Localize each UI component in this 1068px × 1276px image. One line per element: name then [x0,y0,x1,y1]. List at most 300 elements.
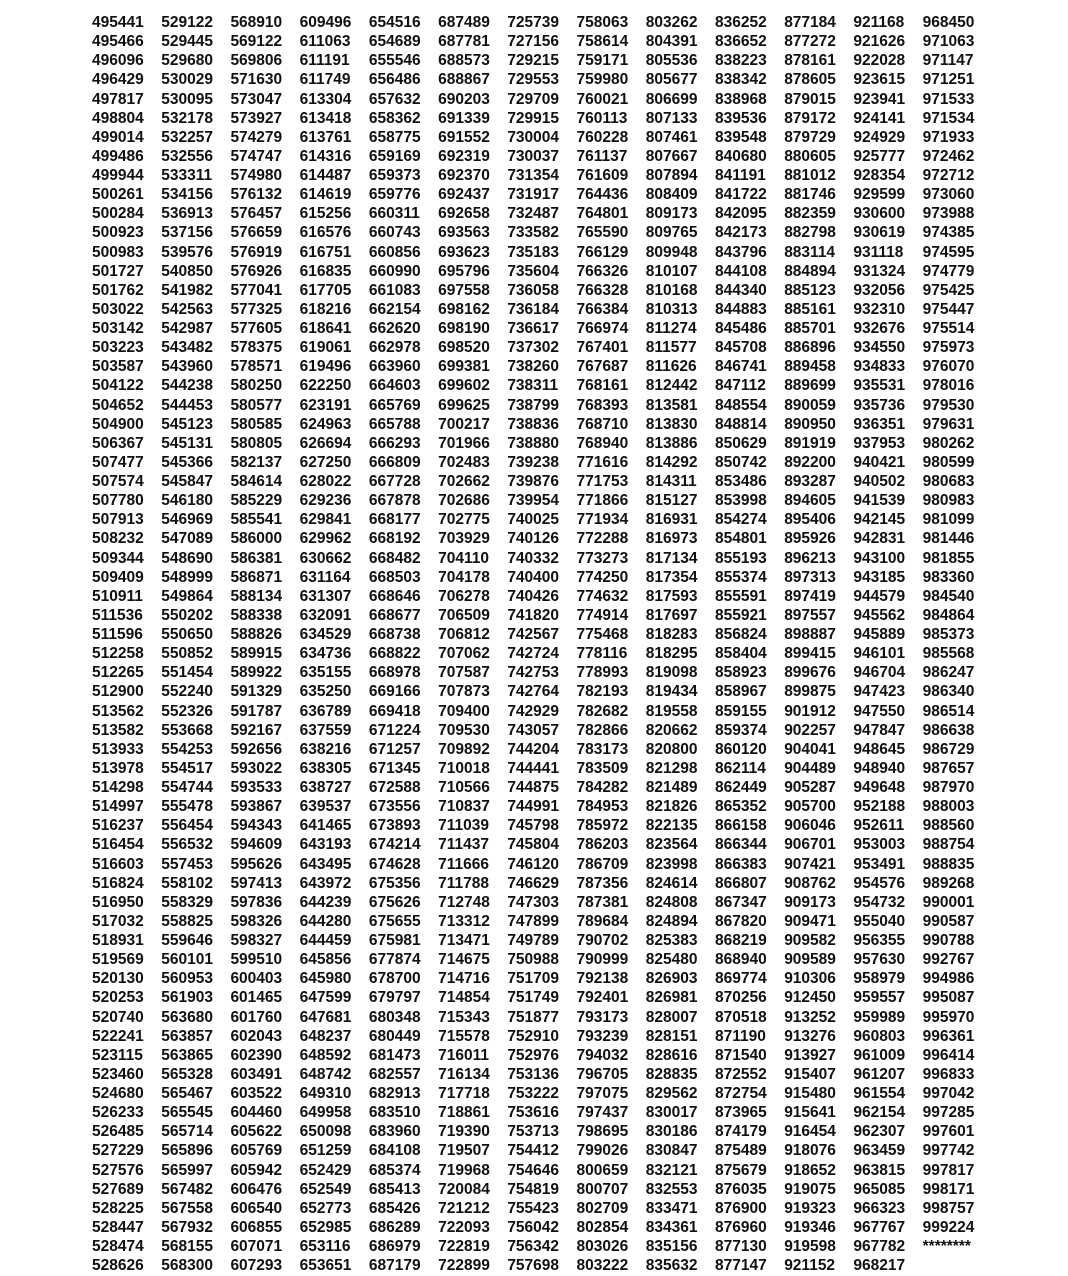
number-cell: 817134 [645,549,698,567]
number-cell: 835156 [645,1238,698,1255]
number-cell: 990001 [922,893,975,911]
number-cell: 740025 [507,511,560,529]
number-cell: 811274 [645,320,697,337]
number-cell: 606855 [230,1218,283,1236]
number-cell: 921168 [853,14,905,31]
number-cell: 736617 [507,320,560,337]
number-cell: 898887 [784,626,836,643]
number-cell: 825480 [645,951,698,969]
number-cell: 971534 [922,109,975,127]
number-cell: 936351 [853,415,906,433]
number-cell: 980683 [922,473,975,490]
number-cell: 669166 [368,683,421,701]
table-row [92,625,992,644]
number-cell: 940502 [853,473,906,490]
number-cell: 912450 [784,989,836,1007]
number-cell: 856824 [714,626,767,643]
number-cell: 543482 [161,339,213,357]
number-cell: 962154 [853,1104,906,1122]
table-row [92,319,992,338]
number-cell: 638305 [299,759,352,777]
number-cell: 844340 [714,281,767,299]
number-cell: 755423 [507,1199,560,1217]
number-cell: 737302 [507,339,560,357]
number-cell: 998757 [922,1199,975,1217]
number-cell: 499014 [92,128,144,146]
number-cell: 706509 [438,606,490,624]
number-cell: 698190 [438,320,490,337]
table-row [92,300,992,319]
number-cell: 544238 [161,377,213,395]
number-cell: 859155 [714,702,767,720]
number-cell: 909589 [784,951,836,969]
number-cell: 722899 [438,1257,490,1275]
number-cell: 913252 [784,1008,836,1026]
number-cell: 673893 [368,817,421,835]
number-cell: 862114 [714,759,766,777]
number-cell: 774914 [576,606,629,624]
number-cell: 904041 [784,740,836,758]
number-cell: 623191 [299,396,352,414]
table-row [92,950,992,969]
number-cell: 716011 [438,1046,489,1064]
number-cell: 593867 [230,798,283,816]
number-cell: 854274 [714,511,767,529]
number-cell: 565896 [161,1142,213,1160]
number-cell: 877272 [784,33,836,51]
number-cell: 889458 [784,358,836,376]
number-cell: 986514 [922,702,975,720]
number-cell: 558825 [161,912,213,930]
number-cell: 674214 [368,836,421,854]
number-cell: 823998 [645,855,698,873]
number-cell: 987657 [922,759,975,777]
number-cell: 738836 [507,415,560,433]
number-cell: 882359 [784,205,836,223]
number-cell: 671345 [368,759,421,777]
table-row [92,376,992,395]
number-cell: 713471 [438,932,490,949]
table-row [92,396,992,415]
number-cell: 881746 [784,186,836,204]
number-cell: 971251 [922,71,975,89]
number-cell: 556532 [161,836,213,854]
number-cell: 661083 [368,281,421,299]
number-cell: 516824 [92,874,144,892]
number-cell: 719968 [438,1161,490,1179]
number-cell: 536913 [161,205,213,223]
number-cell: 974595 [922,243,975,261]
number-cell: 836252 [714,14,767,31]
number-cell: 592656 [230,740,283,758]
number-cell: 654689 [368,33,421,51]
table-row [92,1237,992,1256]
number-cell: 516454 [92,836,144,854]
number-cell: 953491 [853,855,906,873]
number-cell: 761609 [576,167,629,184]
number-cell: 644459 [299,932,352,949]
number-cell: 828835 [645,1065,698,1083]
number-cell: 758063 [576,14,629,31]
number-cell: 882798 [784,224,836,242]
number-cell: 511596 [92,626,143,643]
number-cell: 711788 [438,874,489,892]
number-cell: 956355 [853,932,906,949]
number-cell: 565328 [161,1065,213,1083]
number-cell: 550650 [161,626,213,643]
number-cell: 735183 [507,243,560,261]
number-cell: 699625 [438,396,490,414]
number-cell: 542563 [161,300,213,318]
number-cell: 996414 [922,1046,975,1064]
number-cell: 997601 [922,1123,975,1141]
number-cell: 662978 [368,339,421,357]
number-cell: 751877 [507,1008,560,1026]
number-cell: 611191 [299,52,350,70]
number-cell: 733582 [507,224,560,242]
number-cell: 567932 [161,1218,213,1236]
table-row [92,1103,992,1122]
table-row [92,415,992,434]
number-cell: 988003 [922,798,975,816]
number-cell: 752910 [507,1027,560,1045]
number-cell: 520740 [92,1008,144,1026]
number-cell: 807894 [645,167,698,184]
number-cell: 545123 [161,415,213,433]
number-cell: 701966 [438,434,490,452]
number-cell: 998171 [922,1180,975,1198]
number-cell: 960803 [853,1027,906,1045]
number-cell: 668503 [368,568,421,586]
number-cell: 702483 [438,453,490,471]
number-cell: 603491 [230,1065,283,1083]
number-cell: 832553 [645,1180,698,1198]
number-cell: 824614 [645,874,698,892]
number-cell: 692658 [438,205,490,223]
number-cell: 985568 [922,645,975,663]
number-cell: 571630 [230,71,283,89]
number-cell: 918652 [784,1161,836,1179]
number-cell: 512258 [92,645,144,663]
number-cell: 841722 [714,186,767,204]
table-row [92,262,992,281]
number-cell: 652985 [299,1218,352,1236]
number-cell: 660311 [368,205,420,223]
number-cell: 879015 [784,90,836,108]
number-table-body [92,13,992,1275]
number-cell: 668978 [368,664,421,682]
number-cell: 921152 [784,1257,836,1275]
number-cell: 930600 [853,205,906,223]
number-cell: 782193 [576,683,629,701]
number-cell: 753222 [507,1085,560,1102]
number-cell: 675655 [368,912,421,930]
table-row [92,1141,992,1160]
number-cell: 855374 [714,568,767,586]
number-cell: 503142 [92,320,144,337]
number-cell: 626694 [299,434,352,452]
number-cell: 496096 [92,52,144,70]
number-cell: 830186 [645,1123,698,1141]
number-cell: 634736 [299,645,352,663]
number-cell: 824894 [645,912,698,930]
number-cell: 645856 [299,951,352,969]
number-cell: 890950 [784,415,836,433]
number-cell: 675626 [368,893,421,911]
number-cell: 818295 [645,645,698,663]
number-cell: 552240 [161,683,213,701]
number-cell: 520130 [92,970,144,988]
number-cell: 649958 [299,1104,352,1122]
table-row [92,740,992,759]
number-cell: 727156 [507,33,560,51]
number-cell: 975973 [922,339,975,357]
number-cell: 838342 [714,71,767,89]
number-cell: 520253 [92,989,144,1007]
number-cell: 790702 [576,932,629,949]
number-cell: 510911 [92,587,143,605]
table-row [92,453,992,472]
number-cell: 793173 [576,1008,629,1026]
number-cell: 774632 [576,587,629,605]
number-cell: 567558 [161,1199,213,1217]
table-row [92,434,992,453]
table-row [92,721,992,740]
number-cell: 513933 [92,740,144,758]
number-cell: 686979 [368,1238,421,1255]
table-row [92,204,992,223]
number-cell: 735604 [507,262,560,280]
number-cell: 698520 [438,339,490,357]
number-cell: 751709 [507,970,560,988]
number-cell: 905700 [784,798,836,816]
number-cell: 616576 [299,224,352,242]
number-cell: 925777 [853,147,906,165]
number-cell: 710837 [438,798,490,816]
number-cell: 966323 [853,1199,906,1217]
number-cell: 577325 [230,300,283,318]
number-cell: 913276 [784,1027,836,1045]
number-cell: 703929 [438,530,490,548]
number-cell: 631307 [299,587,352,605]
number-cell: 760228 [576,128,629,146]
number-cell: 923941 [853,90,906,108]
number-cell: 498804 [92,109,144,127]
number-cell: 732487 [507,205,560,223]
number-cell: 738799 [507,396,560,414]
number-cell: 866807 [714,874,767,892]
number-cell: 743057 [507,721,560,739]
number-cell: 692319 [438,147,490,165]
number-cell: 614316 [299,147,352,165]
number-cell: 556454 [161,817,213,835]
number-cell: 953003 [853,836,906,854]
number-cell: 807133 [645,109,698,127]
number-cell: 509409 [92,568,144,586]
number-cell: 943100 [853,549,906,567]
number-cell: 818283 [645,626,698,643]
number-cell: 943185 [853,568,906,586]
number-cell: 756042 [507,1218,560,1236]
number-cell: 715343 [438,1008,490,1026]
number-cell: 513582 [92,721,144,739]
number-cell: 840680 [714,147,767,165]
number-cell: 971533 [922,90,975,108]
number-cell: 601465 [230,989,283,1007]
number-cell: 586000 [230,530,283,548]
number-cell: 858967 [714,683,767,701]
number-cell: 990587 [922,912,975,930]
number-cell: 729553 [507,71,560,89]
number-cell: 545847 [161,473,213,490]
number-cell: 565997 [161,1161,213,1179]
number-cell: 631164 [299,568,351,586]
number-cell: 667728 [368,473,421,490]
number-cell: 805677 [645,71,698,89]
number-cell: 745804 [507,836,560,854]
number-cell: 738880 [507,434,560,452]
number-cell: 878605 [784,71,836,89]
number-cell: 860120 [714,740,767,758]
number-cell: 558329 [161,893,213,911]
number-cell: 924929 [853,128,906,146]
number-cell: 645980 [299,970,352,988]
number-cell: 813830 [645,415,698,433]
number-cell: 729915 [507,109,560,127]
number-cell: 799026 [576,1142,629,1160]
number-cell: 692370 [438,167,490,184]
number-cell: 512900 [92,683,144,701]
number-cell: 792138 [576,970,629,988]
number-cell: 981855 [922,549,975,567]
number-cell: 843796 [714,243,767,261]
number-cell: 897419 [784,587,836,605]
number-cell: 987970 [922,779,975,796]
number-cell: 517032 [92,912,144,930]
number-cell: 729215 [507,52,560,70]
number-cell: 754819 [507,1180,560,1198]
number-cell [923,1256,992,1275]
number-cell: 652549 [299,1180,352,1198]
number-cell: 671257 [368,740,421,758]
number-table [92,13,992,1275]
number-cell: 899415 [784,645,836,663]
number-cell: 714716 [438,970,490,988]
number-cell: 666809 [368,453,421,471]
number-cell: 828616 [645,1046,698,1064]
number-cell: 691552 [438,128,490,146]
number-cell: 794032 [576,1046,629,1064]
number-cell: 872754 [714,1085,767,1102]
number-cell: 981099 [922,511,975,529]
number-cell: 714675 [438,951,490,969]
number-cell: 845486 [714,320,767,337]
number-cell: 932056 [853,281,906,299]
number-cell: 665788 [368,415,421,433]
number-cell: 816931 [645,511,698,529]
table-row [92,243,992,262]
number-cell: 680449 [368,1027,421,1045]
table-row [92,1256,992,1275]
number-cell: 742567 [507,626,560,643]
number-cell: 786709 [576,855,629,873]
number-cell: 594343 [230,817,283,835]
number-cell: 853998 [714,492,767,510]
number-cell: 814292 [645,453,698,471]
number-cell: 975514 [922,320,975,337]
number-cell: 576919 [230,243,283,261]
number-cell: 558102 [161,874,213,892]
number-cell: 968217 [853,1257,906,1275]
number-cell: 747899 [507,912,560,930]
number-cell: 894605 [784,492,836,510]
number-cell: 753616 [507,1104,560,1122]
number-cell: 672588 [368,779,421,796]
number-cell: 619496 [299,358,352,376]
number-cell: 850629 [714,434,767,452]
number-cell: 805536 [645,52,698,70]
number-cell: 862449 [714,779,767,796]
number-cell: 909173 [784,893,836,911]
number-cell: 883114 [784,243,836,261]
number-cell: 868219 [714,932,767,949]
number-cell: 585541 [230,511,283,529]
number-cell: 677874 [368,951,421,969]
number-cell: 884894 [784,262,836,280]
number-cell: 797437 [576,1104,629,1122]
number-cell: 984540 [922,587,975,605]
number-cell: 507780 [92,492,144,510]
table-row [92,70,992,89]
number-cell: 997042 [922,1085,975,1102]
number-cell: 740400 [507,568,560,586]
number-cell: 787356 [576,874,629,892]
number-cell: 643193 [299,836,352,854]
table-row [92,931,992,950]
number-cell: 691339 [438,109,490,127]
number-cell: 932676 [853,320,906,337]
number-cell: 511536 [92,606,143,624]
number-cell: 568910 [230,14,283,31]
number-cell: 771616 [576,453,629,471]
number-cell: 820662 [645,721,698,739]
number-cell: 499944 [92,167,144,184]
number-cell: 813581 [645,396,698,414]
number-cell: 706278 [438,587,490,605]
number-cell: 790999 [576,951,629,969]
number-cell: 802854 [576,1218,629,1236]
number-cell: 602043 [230,1027,283,1045]
number-cell: 725739 [507,14,560,31]
number-cell: 668677 [368,606,421,624]
number-cell: 523115 [92,1046,143,1064]
number-cell: 959557 [853,989,906,1007]
number-cell: 686289 [368,1218,421,1236]
table-row [92,90,992,109]
number-cell: 529680 [161,52,213,70]
number-cell: 832121 [645,1161,698,1179]
number-cell: 744991 [507,798,560,816]
number-cell: 629841 [299,511,352,529]
number-cell: 550852 [161,645,213,663]
number-cell: 545131 [161,434,213,452]
number-cell: 752976 [507,1046,560,1064]
number-cell: 796705 [576,1065,629,1083]
number-cell: 576132 [230,186,283,204]
number-cell: 593022 [230,759,283,777]
number-cell: 958979 [853,970,906,988]
number-cell: 906701 [784,836,836,854]
